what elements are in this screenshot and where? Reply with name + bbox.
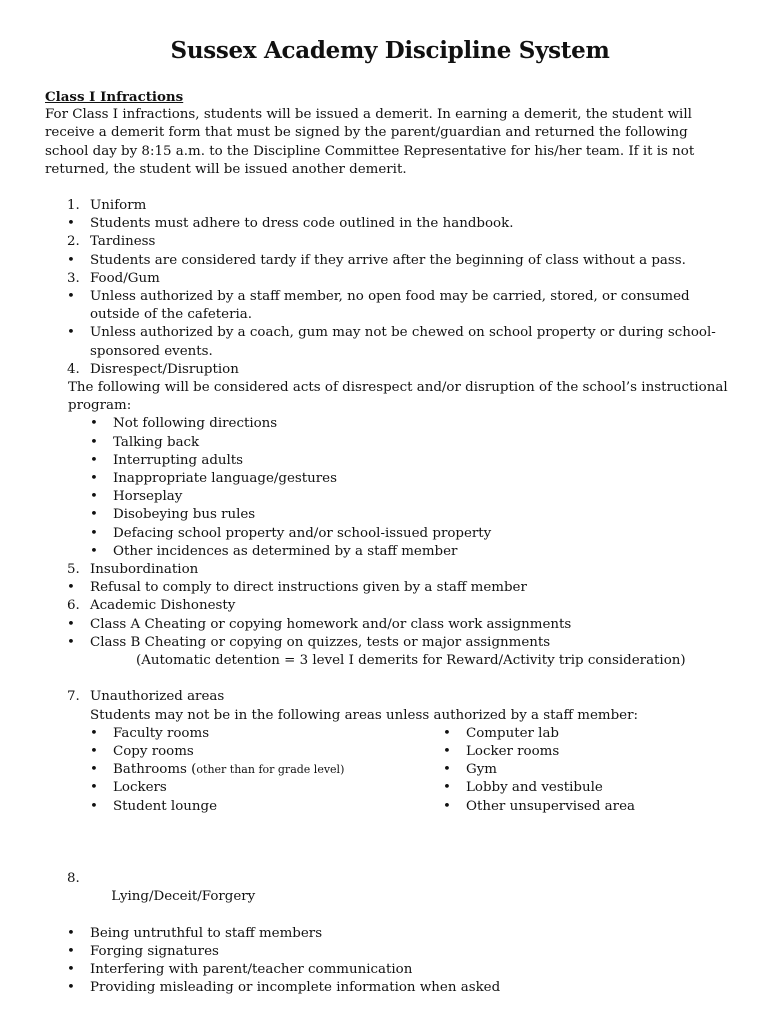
item-number: 4. bbox=[67, 361, 80, 377]
infraction-lying-deceit-forgery bbox=[45, 852, 735, 925]
list-item: • Providing misleading or incomplete information when asked bbox=[45, 979, 735, 997]
list-item: • Interfering with parent/teacher communication bbox=[45, 961, 735, 979]
infraction-disrespect bbox=[45, 361, 735, 379]
item-number: 6. bbox=[67, 598, 80, 614]
list-item: • Lobby and vestibule bbox=[421, 779, 635, 797]
list-item: • Class A Cheating or copying homework and/or class work assignments bbox=[45, 616, 735, 634]
page-title: Sussex Academy Discipline System bbox=[170, 37, 610, 64]
list-item: • Horseplay bbox=[45, 488, 735, 506]
item-title: Uniform bbox=[90, 198, 147, 214]
list-item: • Students must adhere to dress code outlined in the handbook. bbox=[45, 215, 735, 233]
infraction-insubordination bbox=[45, 561, 735, 579]
list-item: • Other incidences as determined by a staff member bbox=[45, 543, 735, 561]
list-item: • Defacing school property and/or school-issued property bbox=[45, 525, 735, 543]
list-item: • Faculty rooms bbox=[68, 725, 421, 743]
infraction-tardiness bbox=[45, 233, 735, 251]
section-intro: For Class I infractions, students will be issued a demerit. In earning a demerit, the student will receive a demerit form that must be signed by the parent/guardian and returned the following school day by 8:15 a.m. to the Discipline Committee Representative for his/her team. If it is not returned, the student will be issued another demerit. bbox=[45, 107, 695, 177]
item-title: Disrespect/Disruption bbox=[90, 361, 239, 377]
item-title: Insubordination bbox=[90, 562, 199, 578]
item-intro: The following will be considered acts of disrespect and/or disruption of the school’s instructional program: bbox=[68, 380, 728, 414]
list-item bbox=[68, 761, 421, 779]
item-intro: Students may not be in the following areas unless authorized by a staff member: bbox=[90, 707, 638, 723]
list-item: • Gym bbox=[421, 761, 635, 779]
list-item: • Unless authorized by a coach, gum may not be chewed on school property or during school-sponsored events. bbox=[45, 324, 735, 360]
section-heading: Class I Infractions bbox=[45, 89, 184, 105]
list-item: • Disobeying bus rules bbox=[45, 506, 735, 524]
infraction-unauthorized-areas bbox=[45, 688, 735, 706]
areas-columns bbox=[45, 725, 735, 816]
list-item: • Student lounge bbox=[68, 798, 421, 816]
detention-note: (Automatic detention = 3 level I demerits for Reward/Activity trip consideration) bbox=[136, 653, 686, 669]
list-item: • Students are considered tardy if they arrive after the beginning of class without a pass. bbox=[45, 252, 735, 270]
list-item: • Class B Cheating or copying on quizzes, tests or major assignments bbox=[45, 634, 735, 652]
list-item: • Computer lab bbox=[421, 725, 635, 743]
infraction-academic-dishonesty bbox=[45, 597, 735, 615]
list-item: • Interrupting adults bbox=[45, 452, 735, 470]
list-item: • Unless authorized by a staff member, no open food may be carried, stored, or consumed outside of the cafeteria. bbox=[45, 288, 735, 324]
item-title: Academic Dishonesty bbox=[90, 598, 236, 614]
list-item: • Lockers bbox=[68, 779, 421, 797]
infraction-food-gum bbox=[45, 270, 735, 288]
item-title: Tardiness bbox=[90, 234, 156, 250]
item-number: 1. bbox=[67, 198, 80, 214]
list-item: • Other unsupervised area bbox=[421, 798, 635, 816]
list-item: • Inappropriate language/gestures bbox=[45, 470, 735, 488]
list-item: • Not following directions bbox=[45, 415, 735, 433]
list-item: • Forging signatures bbox=[45, 943, 735, 961]
list-item: • Being untruthful to staff members bbox=[45, 925, 735, 943]
item-title: Unauthorized areas bbox=[90, 689, 225, 705]
item-number: 8. bbox=[67, 870, 80, 886]
list-item: • Refusal to comply to direct instructions given by a staff member bbox=[45, 579, 735, 597]
item-number: 3. bbox=[67, 270, 80, 286]
bathrooms-note: other than for grade level) bbox=[196, 763, 345, 777]
infraction-uniform bbox=[45, 197, 735, 215]
item-number: 2. bbox=[67, 234, 80, 250]
item-title: Lying/Deceit/Forgery bbox=[107, 889, 256, 905]
bathrooms-label: Bathrooms ( bbox=[113, 762, 197, 778]
areas-left-column bbox=[68, 725, 421, 816]
item-title: Food/Gum bbox=[90, 270, 160, 286]
areas-right-column bbox=[421, 725, 635, 816]
list-item: • Copy rooms bbox=[68, 743, 421, 761]
list-item: • Talking back bbox=[45, 434, 735, 452]
list-item: • Locker rooms bbox=[421, 743, 635, 761]
item-number: 7. bbox=[67, 689, 80, 705]
document-page bbox=[45, 36, 735, 997]
item-number: 5. bbox=[67, 562, 80, 578]
